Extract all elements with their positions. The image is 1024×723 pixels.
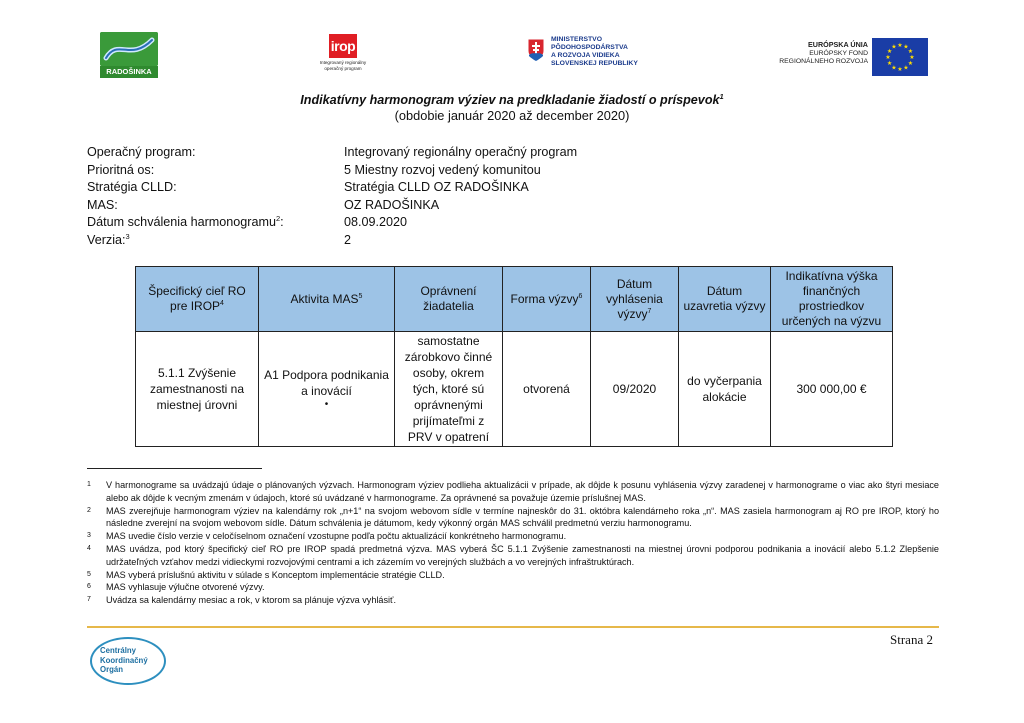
column-header-text: Dátum uzavretia výzvy bbox=[683, 284, 766, 313]
eu-star-icon: ★ bbox=[903, 65, 909, 72]
table-header-row bbox=[136, 267, 893, 332]
info-label-text: Verzia: bbox=[87, 232, 126, 247]
column-header bbox=[591, 267, 679, 332]
info-label: MAS: bbox=[87, 197, 118, 212]
footnote bbox=[87, 581, 939, 594]
footnote-ref: 5 bbox=[358, 292, 363, 300]
info-label bbox=[87, 214, 344, 232]
info-row-strategy bbox=[87, 179, 687, 197]
info-value: 08.09.2020 bbox=[344, 215, 408, 230]
cko-line: Orgán bbox=[100, 665, 123, 674]
info-value: Stratégia CLLD OZ RADOŠINKA bbox=[344, 180, 529, 195]
eu-logo bbox=[776, 38, 928, 76]
info-label: Operačný program: bbox=[87, 145, 196, 159]
column-header bbox=[395, 267, 503, 332]
footnote-text: Uvádza sa kalendárny mesiac a rok, v ktorom sa plánuje výzva vyhlásiť. bbox=[106, 595, 396, 606]
irop-logo bbox=[312, 34, 374, 78]
eu-star-icon: ★ bbox=[886, 61, 893, 67]
ministry-line: SLOVENSKEJ REPUBLIKY bbox=[551, 60, 638, 67]
page-number: Strana 2 bbox=[890, 632, 933, 647]
program-info bbox=[87, 144, 687, 250]
radosinka-logo-text: RADOŠINKA bbox=[100, 66, 158, 78]
irop-logo-mark: irop bbox=[329, 34, 357, 58]
footnote-text: MAS vyhlasuje výlučne otvorené výzvy. bbox=[106, 582, 265, 593]
table-row bbox=[136, 332, 893, 447]
footnote-number: 7 bbox=[87, 596, 91, 604]
cko-line: Koordinačný bbox=[100, 655, 148, 665]
footnote-ref: 3 bbox=[125, 231, 130, 241]
footnote-separator bbox=[87, 468, 262, 469]
eu-line: REGIONÁLNEHO ROZVOJA bbox=[779, 58, 868, 65]
cell-form: otvorená bbox=[503, 332, 591, 447]
column-header-text: Dátum vyhlásenia výzvy bbox=[606, 276, 663, 321]
eu-logo-text bbox=[776, 41, 868, 66]
info-value: Integrovaný regionálny operačný program bbox=[344, 145, 578, 159]
cell-activity-text: A1 Podpora podnikania a inovácií bbox=[264, 368, 389, 398]
ministry-line: MINISTERSTVO bbox=[551, 36, 602, 43]
eu-star-icon: ★ bbox=[885, 55, 891, 61]
info-row-approval-date bbox=[87, 214, 687, 232]
document-subtitle: (obdobie január 2020 až december 2020) bbox=[394, 108, 630, 123]
footnote-text: MAS uvádza, pod ktorý špecifický cieľ RO pre IROP spadá predmetná výzva. MAS vyberá ŠC 5.1.1 Zvýšenie zamestnanosti na miestnej úrovni podporou podnikania a inovácií alebo 5.1.2 Zlepšenie udržateľných vzťahov medzi vidieckymi rozvojovými centrami a ich zázemím vo verejných službách a vo verejných infraštruktúrach. bbox=[106, 543, 939, 567]
info-value: 5 Miestny rozvoj vedený komunitou bbox=[344, 162, 541, 177]
footnote-text: MAS vyberá príslušnú aktivitu v súlade s Konceptom implementácie stratégie CLLD. bbox=[106, 569, 445, 580]
radosinka-logo bbox=[100, 32, 158, 78]
eu-star-icon: ★ bbox=[891, 44, 897, 51]
cell-amount: 300 000,00 € bbox=[771, 332, 893, 447]
eu-star-icon: ★ bbox=[891, 65, 897, 72]
cell-applicants bbox=[395, 332, 503, 447]
info-label-suffix: : bbox=[280, 215, 284, 230]
column-header-text: Aktivita MAS bbox=[290, 291, 359, 306]
ministry-line: PÔDOHOSPODÁRSTVA bbox=[551, 44, 628, 51]
cko-logo bbox=[90, 634, 172, 684]
info-value: 2 bbox=[344, 232, 352, 247]
column-header bbox=[259, 267, 395, 332]
cell-applicants-text: samostatne zárobkovo činné osoby, okrem tých, ktoré sú oprávnenými prijímateľmi z PRV v opatrení bbox=[404, 334, 493, 444]
info-label bbox=[87, 232, 344, 250]
footnote bbox=[87, 569, 939, 582]
footnote-text: V harmonograme sa uvádzajú údaje o plánovaných výzvach. Harmonogram výziev podlieha aktualizácii v prípade, ak dôjde k posunu vyhlásenia výzvy zaradenej v harmonograme o viac ako štyri mesiace alebo ak dôjde k vecným zmenám v údajoch, ktoré sú uvádzané v harmonograme. Za oprávnené sa považuje územie príslušnej MAS. bbox=[106, 480, 939, 503]
footnote-number: 2 bbox=[87, 506, 91, 514]
eu-star-icon: ★ bbox=[909, 55, 915, 61]
call-schedule-table bbox=[135, 266, 893, 447]
cko-logo-text bbox=[100, 646, 148, 675]
eu-line: EURÓPSKA ÚNIA bbox=[807, 40, 868, 49]
footnote-ref: 2 bbox=[276, 214, 281, 224]
info-value: OZ RADOŠINKA bbox=[344, 197, 440, 212]
column-header-text: Špecifický cieľ RO pre IROP bbox=[148, 284, 246, 313]
footnote-ref: 4 bbox=[220, 300, 224, 307]
info-label: Prioritná os: bbox=[87, 162, 155, 177]
ministry-logo bbox=[527, 36, 657, 72]
column-header-text: Forma výzvy bbox=[510, 291, 579, 306]
column-header bbox=[136, 267, 259, 332]
footnote-number: 1 bbox=[87, 481, 91, 488]
radosinka-logo-graphic bbox=[100, 32, 158, 66]
footnote bbox=[87, 530, 939, 543]
info-row-priority-axis bbox=[87, 162, 687, 180]
eu-line: EURÓPSKY FOND bbox=[809, 50, 868, 57]
ministry-logo-text bbox=[551, 36, 638, 68]
footnote bbox=[87, 505, 939, 531]
cell-close-date: do vyčerpania alokácie bbox=[679, 332, 771, 447]
footnote-ref: 6 bbox=[578, 292, 583, 300]
column-header bbox=[503, 267, 591, 332]
info-row-version bbox=[87, 232, 687, 250]
footnote-ref: 1 bbox=[719, 92, 724, 101]
eu-star-icon: ★ bbox=[903, 44, 909, 51]
footnote-ref: 7 bbox=[647, 307, 652, 315]
footer-divider bbox=[87, 626, 939, 628]
cell-announce-date: 09/2020 bbox=[591, 332, 679, 447]
slovak-coat-of-arms-icon bbox=[527, 38, 545, 62]
info-row-program bbox=[87, 144, 687, 162]
irop-logo-caption: Integrovaný regionálny operačný program bbox=[319, 60, 367, 71]
bullet-icon: • bbox=[324, 399, 329, 410]
info-row-mas bbox=[87, 197, 687, 215]
cko-line: Centrálny bbox=[100, 646, 136, 655]
footnote-number: 5 bbox=[87, 570, 91, 578]
info-label-text: Dátum schválenia harmonogramu bbox=[87, 215, 276, 230]
footnote-text: MAS zverejňuje harmonogram výziev na kalendárny rok „n+1“ na svojom webovom sídle v termíne najneskôr do 31. októbra kalendárneho roka „n“. MAS zasiela harmonogram aj RO pre IROP, ktorý ho následne zverejní na svojom webovom sídle. Dátum schválenia je dátumom, kedy výkonný orgán MAS schválil predmetnú verziu harmonogramu. bbox=[106, 505, 939, 529]
footnote-text: MAS uvedie číslo verzie v celočíselnom označení vzostupne podľa počtu aktualizácií konkrétneho harmonogramu. bbox=[106, 531, 567, 542]
eu-star-icon: ★ bbox=[907, 61, 914, 67]
footnote-number: 3 bbox=[87, 532, 91, 540]
document-title-text: Indikatívny harmonogram výziev na predkladanie žiadostí o príspevok bbox=[300, 93, 720, 108]
cell-activity bbox=[259, 332, 395, 447]
footnote bbox=[87, 594, 939, 607]
column-header bbox=[679, 267, 771, 332]
footnote-number: 4 bbox=[87, 544, 91, 552]
footnotes bbox=[87, 479, 939, 607]
document-title bbox=[0, 92, 1024, 107]
column-header-text: Indikatívna výška finančných prostriedkov určených na výzvu bbox=[781, 269, 882, 328]
column-header-text: Oprávnení žiadatelia bbox=[420, 284, 477, 313]
footnote bbox=[87, 479, 939, 505]
eu-star-icon: ★ bbox=[886, 49, 893, 55]
footnote bbox=[87, 543, 939, 569]
eu-flag-icon bbox=[872, 38, 928, 76]
ministry-line: A ROZVOJA VIDIEKA bbox=[551, 52, 620, 59]
eu-star-icon: ★ bbox=[897, 43, 903, 49]
footnote-number: 6 bbox=[87, 583, 91, 591]
eu-star-icon: ★ bbox=[897, 67, 903, 73]
eu-star-icon: ★ bbox=[907, 49, 914, 55]
info-label: Stratégia CLLD: bbox=[87, 180, 177, 195]
column-header bbox=[771, 267, 893, 332]
cell-specific-goal: 5.1.1 Zvýšenie zamestnanosti na miestnej úrovni bbox=[136, 332, 259, 447]
